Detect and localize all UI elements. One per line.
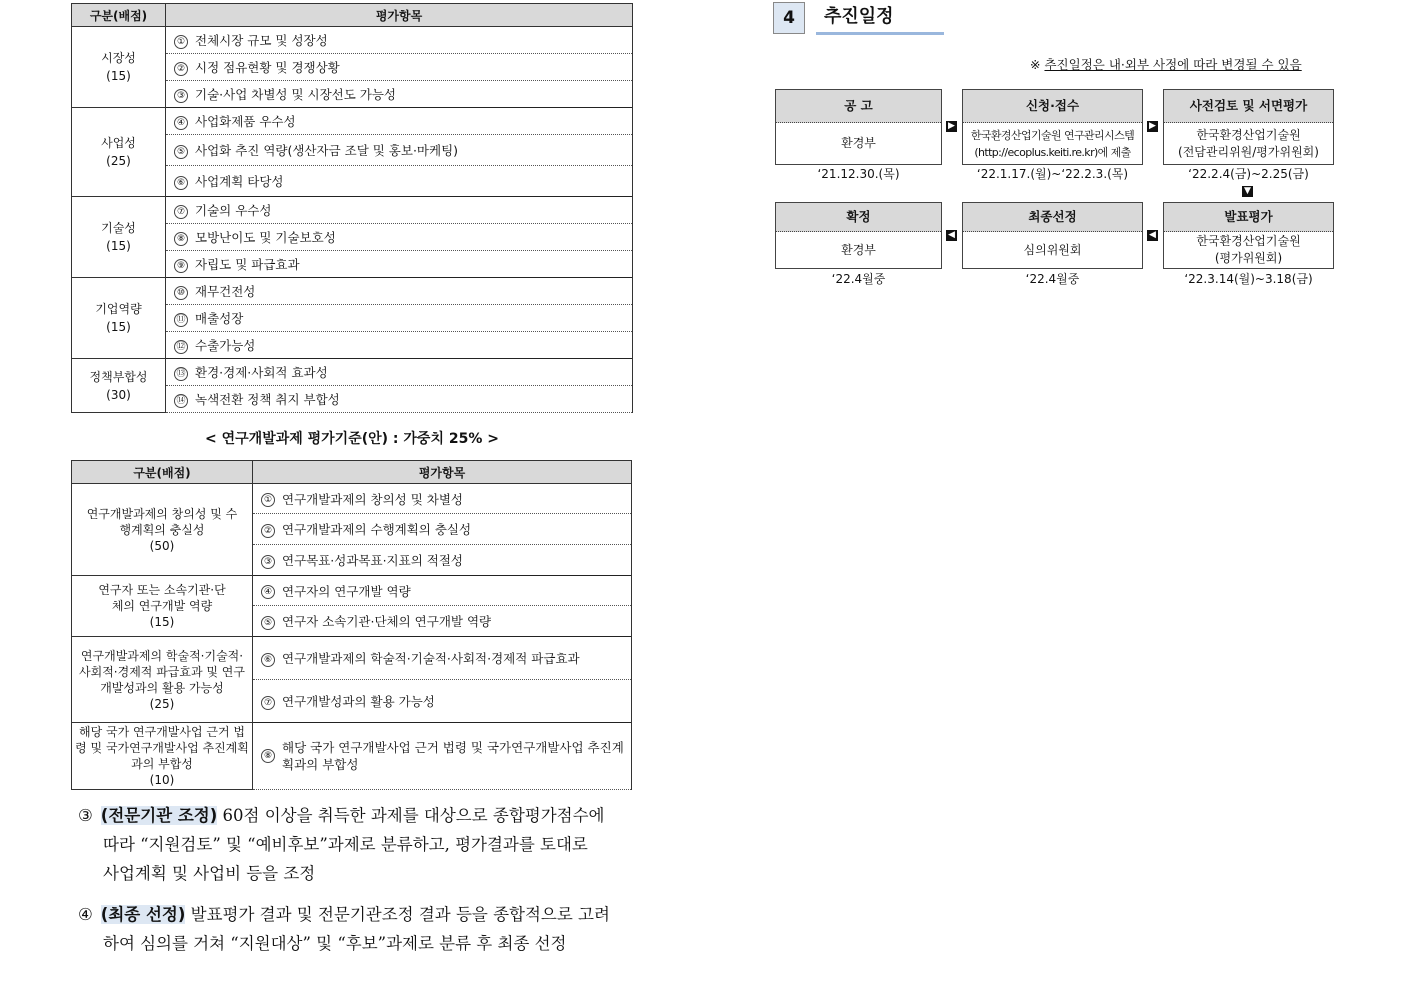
flow-date-confirm: ‘22.4월중 (831, 272, 886, 286)
flow-step-announce: 공 고 환경부 (775, 89, 942, 165)
table1-item: ⑤ 사업화 추진 역량(생산자금 조달 및 홍보·마케팅) (166, 135, 633, 166)
table1-item: ⑥ 사업계획 타당성 (166, 166, 633, 197)
evaluation-table-rnd (71, 460, 632, 790)
table2-item: ⑥ 연구개발과제의 학술적·기술적·사회적·경제적 파급효과 (253, 637, 632, 680)
table2-item: ② 연구개발과제의 수행계획의 충실성 (253, 514, 632, 545)
table1-header-items: 평가항목 (166, 4, 633, 27)
paragraph-final-selection: ④ (최종 선정) 발표평가 결과 및 전문기관조정 결과 등을 종합적으로 고려 하여 심의를 거쳐 “지원대상” 및 “후보”과제로 분류 후 최종 선정 (78, 905, 610, 953)
table1-item: ⑩ 재무건전성 (166, 278, 633, 305)
table1-item: ① 전체시장 규모 및 성장성 (166, 27, 633, 54)
table1-category: 기업역량 (15) (72, 278, 166, 359)
table1-item: ⑧ 모방난이도 및 기술보호성 (166, 224, 633, 251)
table1-category: 기술성 (15) (72, 197, 166, 278)
flow-step-final: 최종선정 심의위원회 (962, 202, 1143, 269)
flow-date-present: ‘22.3.14(월)~3.18(금) (1184, 272, 1313, 286)
arrow-right-icon: ▶ (1147, 121, 1158, 132)
table1-item: ⑫ 수출가능성 (166, 332, 633, 359)
table2-item: ⑦ 연구개발성과의 활용 가능성 (253, 680, 632, 723)
table2-item: ⑤ 연구자 소속기관·단체의 연구개발 역량 (253, 606, 632, 637)
table1-item: ⑭ 녹색전환 정책 취지 부합성 (166, 386, 633, 413)
table2-item: ④ 연구자의 연구개발 역량 (253, 576, 632, 606)
arrow-left-icon: ◀ (946, 230, 957, 241)
arrow-left-icon: ◀ (1147, 230, 1158, 241)
flow-date-final: ‘22.4월중 (1025, 272, 1080, 286)
evaluation-table-commercialization (71, 3, 633, 413)
table2-category: 연구개발과제의 창의성 및 수행계획의 충실성 (50) (72, 484, 253, 576)
table2-category: 해당 국가 연구개발사업 근거 법령 및 국가연구개발사업 추진계획과의 부합성 (10) (72, 723, 253, 790)
table2-item: ① 연구개발과제의 창의성 및 차별성 (253, 484, 632, 514)
table1-item: ③ 기술·사업 차별성 및 시장선도 가능성 (166, 81, 633, 108)
table1-item: ⑪ 매출성장 (166, 305, 633, 332)
table2-header-category: 구분(배점) (72, 461, 253, 484)
table1-category: 사업성 (25) (72, 108, 166, 197)
arrow-down-icon: ▼ (1242, 186, 1253, 197)
table2-item: ⑧ 해당 국가 연구개발사업 근거 법령 및 국가연구개발사업 추진계획과의 부합성 (253, 723, 632, 790)
table1-category: 시장성 (15) (72, 27, 166, 108)
arrow-right-icon: ▶ (946, 121, 957, 132)
flow-date-review: ‘22.2.4(금)~2.25(금) (1188, 167, 1309, 181)
table2-category: 연구개발과제의 학술적·기술적·사회적·경제적 파급효과 및 연구개발성과의 활용 가능성 (25) (72, 637, 253, 723)
schedule-note: ※ 추진일정은 내·외부 사정에 따라 변경될 수 있음 (1030, 57, 1302, 72)
table2-caption: < 연구개발과제 평가기준(안) : 가중치 25% > (205, 431, 499, 447)
flow-date-announce: ‘21.12.30.(목) (817, 167, 900, 181)
paragraph-agency-adjustment: ③ (전문기관 조정) 60점 이상을 취득한 과제를 대상으로 종합평가점수에 따라 “지원검토” 및 “예비후보”과제로 분류하고, 평가결과를 토대로 사업계획 및 사업비 등을 조정 (78, 806, 605, 883)
flow-step-review: 사전검토 및 서면평가 한국환경산업기술원 (전담관리위원/평가위원회) (1163, 89, 1334, 165)
flow-step-present: 발표평가 한국환경산업기술원 (평가위원회) (1163, 202, 1334, 269)
table1-item: ⑬ 환경·경제·사회적 효과성 (166, 359, 633, 386)
table1-header-category: 구분(배점) (72, 4, 166, 27)
table1-category: 정책부합성 (30) (72, 359, 166, 413)
flow-date-apply: ‘22.1.17.(월)~‘22.2.3.(목) (976, 167, 1129, 181)
section-number: 4 (773, 2, 805, 34)
table1-item: ② 시정 점유현황 및 경쟁상황 (166, 54, 633, 81)
flow-step-confirm: 확정 환경부 (775, 202, 942, 269)
table2-item: ③ 연구목표·성과목표·지표의 적절성 (253, 545, 632, 576)
table1-item: ⑨ 자립도 및 파급효과 (166, 251, 633, 278)
flow-step-apply: 신청·접수 한국환경산업기술원 연구관리시스템 (http://ecoplus.keiti.re.kr)에 제출 (962, 89, 1143, 165)
table1-item: ④ 사업화제품 우수성 (166, 108, 633, 135)
table2-category: 연구자 또는 소속기관·단체의 연구개발 역량 (15) (72, 576, 253, 637)
table1-item: ⑦ 기술의 우수성 (166, 197, 633, 224)
section-title: 추진일정 (816, 2, 944, 35)
table2-header-items: 평가항목 (253, 461, 632, 484)
